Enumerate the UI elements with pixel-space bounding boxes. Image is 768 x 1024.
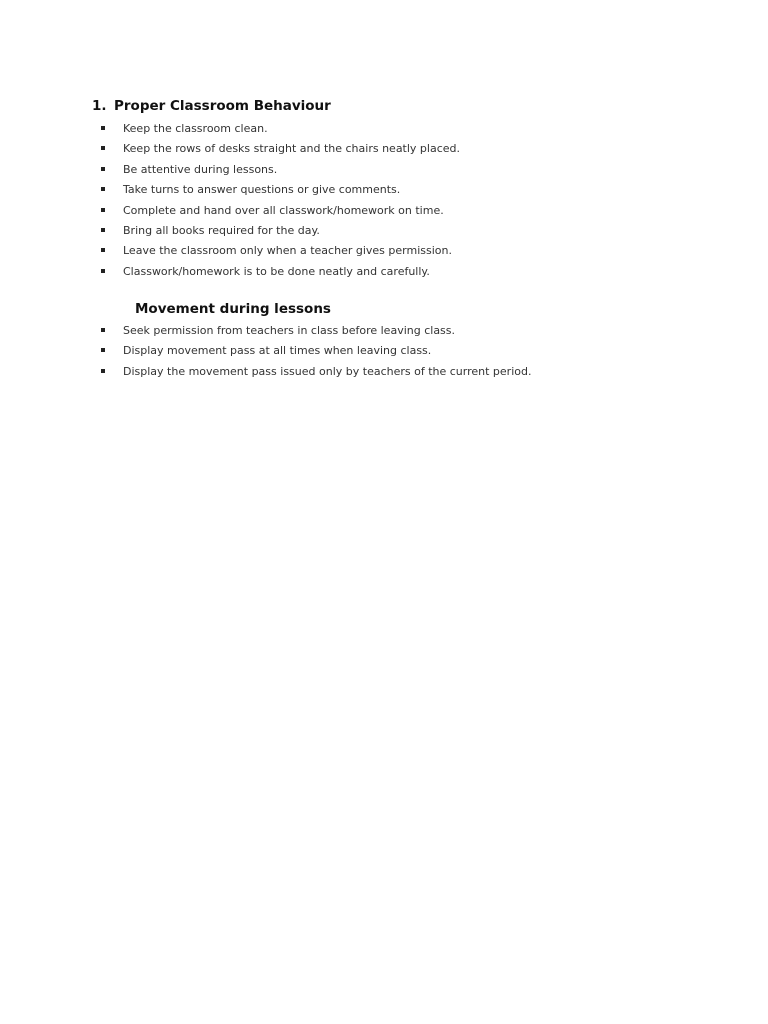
section-heading-classroom-behaviour: [92, 98, 331, 114]
section-number: 1.: [92, 98, 107, 114]
list-item-text: Display the movement pass issued only by teachers of the current period.: [123, 364, 532, 378]
list-item-text: Classwork/homework is to be done neatly and carefully.: [123, 264, 430, 278]
square-bullet-icon: [101, 228, 105, 232]
list-item-text: Be attentive during lessons.: [123, 162, 278, 176]
list-item-text: Complete and hand over all classwork/homework on time.: [123, 203, 444, 217]
list-item-text: Keep the rows of desks straight and the chairs neatly placed.: [123, 142, 461, 156]
list-item-text: Leave the classroom only when a teacher gives permission.: [123, 244, 452, 258]
square-bullet-icon: [101, 248, 105, 252]
square-bullet-icon: [101, 146, 105, 150]
section-heading-movement: Movement during lessons: [135, 301, 331, 317]
square-bullet-icon: [101, 348, 105, 352]
list-item-text: Seek permission from teachers in class before leaving class.: [123, 324, 456, 337]
list-item-text: Take turns to answer questions or give comments.: [123, 183, 401, 197]
square-bullet-icon: [101, 167, 105, 171]
list-item-text: Bring all books required for the day.: [123, 223, 320, 237]
section-title: Proper Classroom Behaviour: [114, 98, 331, 114]
square-bullet-icon: [101, 126, 105, 130]
list-item-text: Keep the classroom clean.: [123, 122, 268, 135]
list-item-text: Display movement pass at all times when leaving class.: [123, 344, 432, 358]
square-bullet-icon: [101, 187, 105, 191]
square-bullet-icon: [101, 269, 105, 273]
square-bullet-icon: [101, 328, 105, 332]
square-bullet-icon: [101, 208, 105, 212]
square-bullet-icon: [101, 369, 105, 373]
